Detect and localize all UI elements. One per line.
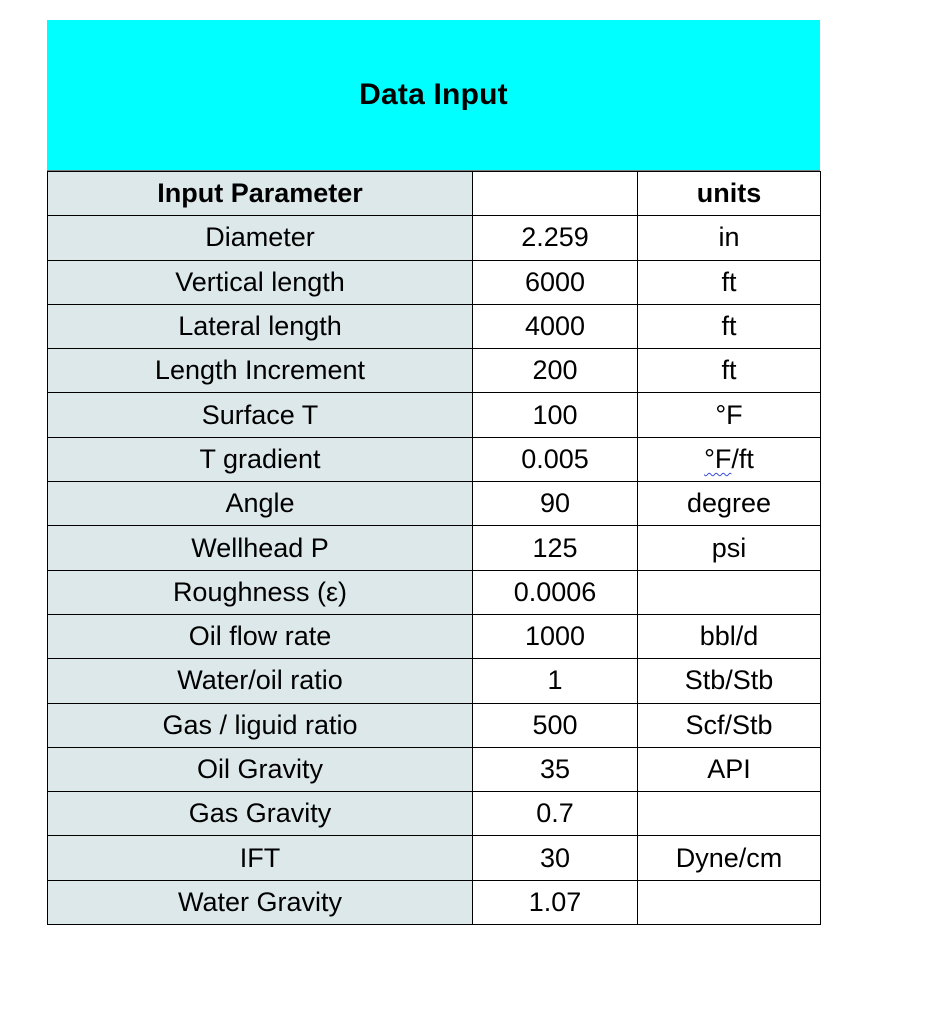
unit-cell[interactable]: Scf/Stb — [638, 703, 821, 747]
table-header-row — [48, 172, 821, 216]
table-row — [48, 614, 821, 658]
unit-cell[interactable] — [638, 570, 821, 614]
unit-cell[interactable]: bbl/d — [638, 614, 821, 658]
table-row — [48, 570, 821, 614]
data-input-sheet — [47, 20, 820, 925]
parameter-cell[interactable]: Water/oil ratio — [48, 659, 473, 703]
value-cell[interactable]: 125 — [473, 526, 638, 570]
value-cell[interactable]: 30 — [473, 836, 638, 880]
table-row — [48, 393, 821, 437]
table-row — [48, 260, 821, 304]
parameter-cell[interactable]: Wellhead P — [48, 526, 473, 570]
header-cell-value[interactable] — [473, 172, 638, 216]
unit-cell[interactable]: psi — [638, 526, 821, 570]
table-row — [48, 526, 821, 570]
value-cell[interactable]: 0.0006 — [473, 570, 638, 614]
parameter-cell[interactable]: Vertical length — [48, 260, 473, 304]
value-cell[interactable]: 500 — [473, 703, 638, 747]
value-cell[interactable]: 100 — [473, 393, 638, 437]
parameter-cell[interactable]: IFT — [48, 836, 473, 880]
value-cell[interactable]: 1000 — [473, 614, 638, 658]
parameter-cell[interactable]: Diameter — [48, 216, 473, 260]
unit-suffix: /ft — [731, 443, 754, 474]
parameter-cell[interactable]: Oil flow rate — [48, 614, 473, 658]
table-row — [48, 836, 821, 880]
data-input-banner — [47, 20, 820, 171]
header-cell-units[interactable]: units — [638, 172, 821, 216]
value-cell[interactable]: 6000 — [473, 260, 638, 304]
table-row — [48, 437, 821, 481]
unit-cell[interactable] — [638, 880, 821, 924]
unit-cell[interactable] — [638, 792, 821, 836]
value-cell[interactable]: 2.259 — [473, 216, 638, 260]
value-cell[interactable]: 0.7 — [473, 792, 638, 836]
input-parameter-table — [47, 171, 821, 925]
unit-cell[interactable]: Stb/Stb — [638, 659, 821, 703]
parameter-cell[interactable]: Surface T — [48, 393, 473, 437]
parameter-cell[interactable]: Gas Gravity — [48, 792, 473, 836]
value-cell[interactable]: 90 — [473, 482, 638, 526]
value-cell[interactable]: 35 — [473, 747, 638, 791]
table-row — [48, 304, 821, 348]
parameter-cell[interactable]: Angle — [48, 482, 473, 526]
unit-cell[interactable] — [638, 437, 821, 481]
parameter-cell[interactable]: Roughness (ε) — [48, 570, 473, 614]
parameter-cell[interactable]: Gas / liguid ratio — [48, 703, 473, 747]
table-row — [48, 659, 821, 703]
value-cell[interactable]: 1.07 — [473, 880, 638, 924]
parameter-cell[interactable]: Water Gravity — [48, 880, 473, 924]
table-row — [48, 349, 821, 393]
unit-cell[interactable]: °F — [638, 393, 821, 437]
unit-cell[interactable]: ft — [638, 349, 821, 393]
unit-cell[interactable]: Dyne/cm — [638, 836, 821, 880]
value-cell[interactable]: 4000 — [473, 304, 638, 348]
unit-cell[interactable]: degree — [638, 482, 821, 526]
unit-cell[interactable]: ft — [638, 260, 821, 304]
parameter-cell[interactable]: Oil Gravity — [48, 747, 473, 791]
spellcheck-flagged-unit: °F — [704, 443, 732, 474]
header-cell-parameter[interactable]: Input Parameter — [48, 172, 473, 216]
unit-cell[interactable]: in — [638, 216, 821, 260]
table-row — [48, 482, 821, 526]
table-row — [48, 216, 821, 260]
table-row — [48, 880, 821, 924]
unit-cell[interactable]: ft — [638, 304, 821, 348]
table-row — [48, 747, 821, 791]
parameter-cell[interactable]: T gradient — [48, 437, 473, 481]
table-row — [48, 703, 821, 747]
value-cell[interactable]: 0.005 — [473, 437, 638, 481]
value-cell[interactable]: 1 — [473, 659, 638, 703]
parameter-cell[interactable]: Length Increment — [48, 349, 473, 393]
value-cell[interactable]: 200 — [473, 349, 638, 393]
parameter-cell[interactable]: Lateral length — [48, 304, 473, 348]
table-row — [48, 792, 821, 836]
unit-cell[interactable]: API — [638, 747, 821, 791]
banner-title: Data Input — [359, 78, 508, 111]
